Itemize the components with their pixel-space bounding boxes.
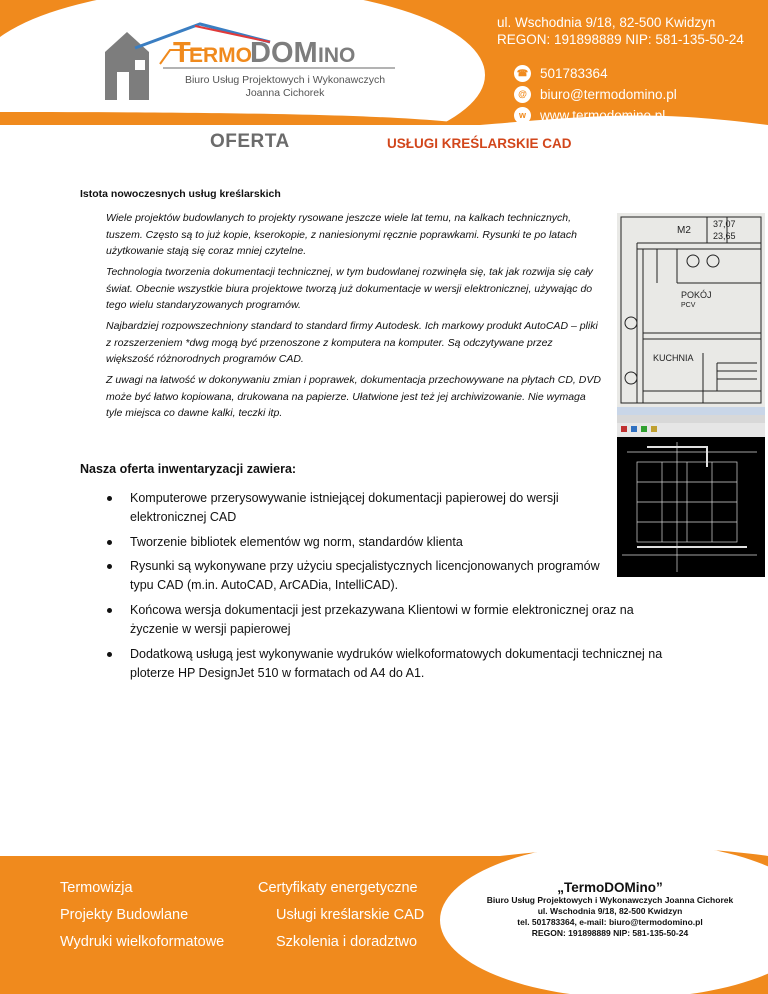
footer-service-cad-drafting: Usługi kreślarskie CAD bbox=[276, 907, 425, 923]
page-title: OFERTA bbox=[210, 131, 290, 152]
at-icon: @ bbox=[514, 86, 531, 103]
offer-bullet-1: Komputerowe przerysowywanie istniejącej dokumentacji papierowej do wersji elektronicznej CAD bbox=[130, 489, 600, 527]
paragraph-1: Wiele projektów budowlanych to projekty rysowane jeszcze wiele lat temu, na kalkach technicznych, tuszem. Często są to już kopie, kserokopie, z naniesionymi ręcznie poprawkami. Rysunki te po latach użytkowanie stają się coraz mniej czytelne. bbox=[106, 212, 577, 257]
stamp-line-2: ul. Wschodnia 9/18, 82-500 Kwidzyn bbox=[537, 906, 683, 916]
paragraph-2: Technologia tworzenia dokumentacji technicznej, w tym budowlanej rozwinęła się, tak jak rozwija się cały świat. Obecnie wszystkie biura projektowe tworzą już dokumentacje w wersji elektronicznej, używając do tego wielu standaryzowanych programów. bbox=[106, 266, 593, 311]
footer-service-large-prints: Wydruki wielkoformatowe bbox=[60, 934, 225, 950]
footer-service-energy-certificates: Certyfikaty energetyczne bbox=[258, 880, 418, 896]
stamp-line-3: tel. 501783364, e-mail: biuro@termodomino.pl bbox=[517, 917, 703, 927]
email-link[interactable]: biuro@termodomino.pl bbox=[540, 87, 677, 102]
company-stamp bbox=[480, 880, 740, 939]
header-address bbox=[497, 14, 744, 48]
svg-text:T: T bbox=[173, 37, 191, 69]
footer-service-building-projects: Projekty Budowlane bbox=[60, 907, 189, 923]
footer-service-thermovision: Termowizja bbox=[60, 880, 133, 896]
paragraph-3: Najbardziej rozpowszechniony standard to standard firmy Autodesk. Ich markowy produkt AutoCAD – pliki z rozszerzeniem *dwg mogą być przenoszone z komputera na komputer. Są odczytywane przez większość różnorodnych programów CAD. bbox=[106, 320, 598, 365]
regon-line: REGON: 191898889 NIP: 581-135-50-24 bbox=[497, 32, 744, 47]
svg-text:PCV: PCV bbox=[681, 302, 696, 309]
address-line: ul. Wschodnia 9/18, 82-500 Kwidzyn bbox=[497, 15, 716, 30]
svg-text:INO: INO bbox=[318, 44, 356, 67]
stamp-line-1: Biuro Usług Projektowych i Wykonawczych Joanna Cichorek bbox=[486, 895, 734, 905]
email-row bbox=[518, 84, 677, 105]
offer-bullet-3: Rysunki są wykonywane przy użyciu specjalistycznych licencjonowanych programów typu CAD (m.in. AutoCAD, ArCADia, IntelliCAD). bbox=[130, 557, 600, 595]
stamp-name: „TermoDOMino” bbox=[557, 880, 663, 895]
phone-icon: ☎ bbox=[514, 65, 531, 82]
floor-plan-scan bbox=[617, 213, 765, 407]
footer-service-training: Szkolenia i doradztwo bbox=[276, 934, 418, 950]
offer-bullet-5: Dodatkową usługą jest wykonywanie wydruków wielkoformatowych dokumentacji technicznej na ploterze HP DesignJet 510 w formatach od A4 do A1. bbox=[130, 645, 690, 683]
stamp-line-4: REGON: 191898889 NIP: 581-135-50-24 bbox=[531, 928, 689, 938]
floor-plan-label-kitchen: KUCHNIA bbox=[653, 353, 694, 363]
page-subtitle: USŁUGI KREŚLARSKIE CAD bbox=[387, 136, 572, 151]
offer-bullet-2: Tworzenie bibliotek elementów wg norm, standardów klienta bbox=[130, 533, 600, 552]
floor-plan-label-room: POKÓJ bbox=[681, 290, 712, 300]
phone-number[interactable]: 501783364 bbox=[540, 66, 608, 81]
header-contact bbox=[516, 63, 677, 126]
cad-software-screenshot bbox=[617, 407, 765, 577]
svg-text:DOM: DOM bbox=[250, 37, 318, 69]
website-row bbox=[518, 105, 677, 126]
svg-text:23,65: 23,65 bbox=[713, 231, 736, 241]
section1-title: Istota nowoczesnych usług kreślarskich bbox=[80, 188, 281, 200]
svg-text:ERMO: ERMO bbox=[189, 44, 252, 67]
phone-row bbox=[516, 63, 677, 84]
svg-text:37,07: 37,07 bbox=[713, 219, 736, 229]
website-link[interactable]: www.termodomino.pl bbox=[540, 108, 666, 123]
section2-title: Nasza oferta inwentaryzacji zawiera: bbox=[80, 462, 297, 476]
logo-subtitle bbox=[174, 74, 396, 100]
logo-subtitle-line-2: Joanna Cichorek bbox=[245, 87, 325, 99]
svg-text:M2: M2 bbox=[677, 225, 691, 236]
www-icon: w bbox=[514, 107, 531, 124]
logo-subtitle-line-1: Biuro Usług Projektowych i Wykonawczych bbox=[184, 74, 386, 86]
paragraph-4: Z uwagi na łatwość w dokonywaniu zmian i poprawek, dokumentacja przechowywane na płytach CD, DVD może być łatwo kopiowana, drukowana na papierze. Ułatwione jest też jej archiwizowanie. Nie wymaga tyle miejsca co dawne kalki, teczki itp. bbox=[106, 374, 601, 419]
offer-bullet-4: Końcowa wersja dokumentacji jest przekazywana Klientowi w formie elektronicznej oraz na życzenie w wersji papierowej bbox=[130, 601, 680, 639]
